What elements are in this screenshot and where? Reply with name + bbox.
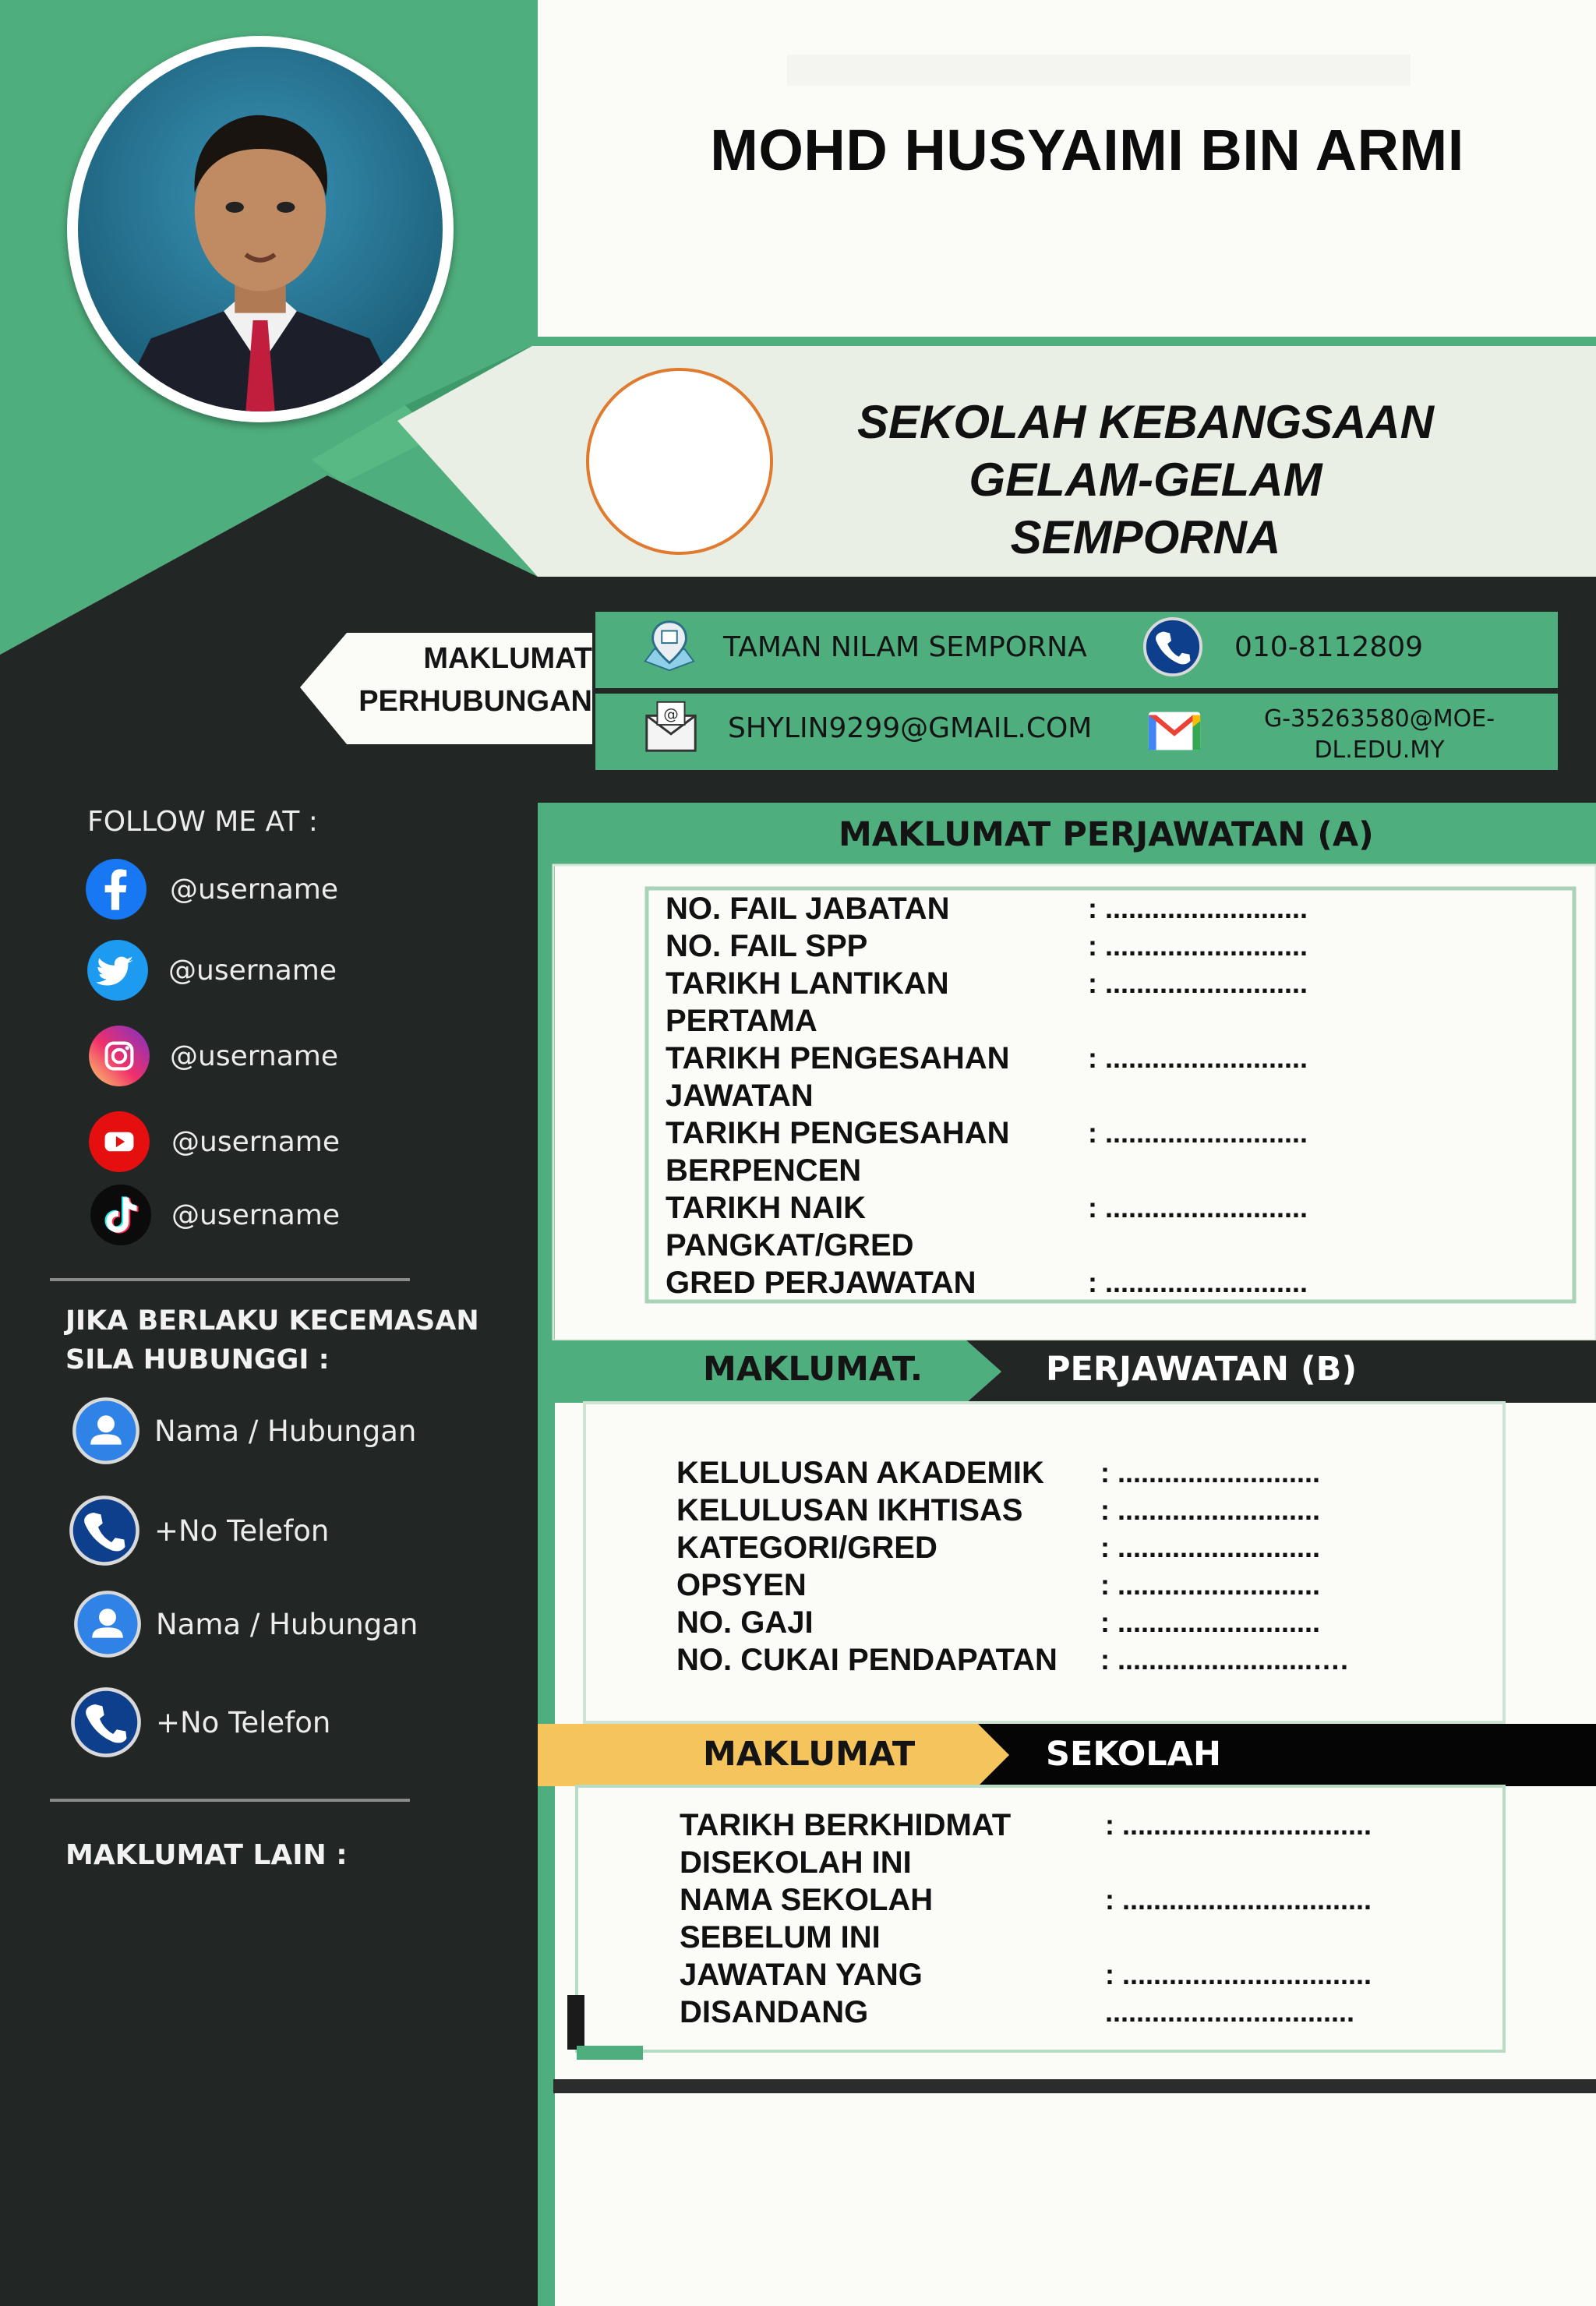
field-label: TARIKH BERKHIDMAT — [680, 1808, 1012, 1842]
field-label: KELULUSAN IKHTISAS — [676, 1493, 1023, 1527]
field-label: TARIKH NAIK — [666, 1191, 867, 1225]
social-facebook[interactable] — [84, 857, 338, 921]
phone-icon — [70, 1686, 142, 1758]
school-name-line: SEKOLAH KEBANGSAAN — [856, 396, 1435, 448]
emergency-contact-name[interactable] — [72, 1397, 416, 1465]
contact-section-label — [312, 637, 592, 723]
field-value-blank[interactable]: : ................................ — [1105, 1809, 1372, 1841]
field-value-blank[interactable]: : .......................... — [1100, 1494, 1321, 1526]
emergency-contact-text: +No Telefon — [154, 1513, 330, 1548]
field-value-blank[interactable]: : .......................... — [1088, 1117, 1308, 1149]
field-value-blank[interactable]: ................................ — [1105, 1996, 1355, 2028]
field-value-blank[interactable]: : ................................ — [1105, 1958, 1372, 1990]
field-label: OPSYEN — [676, 1568, 807, 1602]
field-label: NO. GAJI — [676, 1605, 814, 1640]
profile-photo-image — [78, 47, 443, 411]
field-label: KELULUSAN AKADEMIK — [676, 1456, 1044, 1490]
field-label: PERTAMA — [666, 1004, 817, 1038]
social-handle: @username — [171, 1199, 340, 1231]
emergency-contact-text: Nama / Hubungan — [156, 1607, 418, 1641]
social-tiktok[interactable] — [89, 1183, 340, 1247]
field-value-blank[interactable]: : .......................... — [1088, 892, 1308, 924]
field-label: TARIKH PENGESAHAN — [666, 1041, 1010, 1075]
emergency-contact-text: Nama / Hubungan — [154, 1414, 417, 1448]
phone-number: 010-8112809 — [1234, 631, 1424, 663]
field-value-blank[interactable]: : ................................ — [1105, 1884, 1372, 1916]
emergency-title-line: JIKA BERLAKU KECEMASAN — [65, 1305, 479, 1337]
social-handle: @username — [170, 873, 338, 906]
field-label: JAWATAN — [666, 1079, 814, 1113]
field-value-blank[interactable]: : .......................... — [1100, 1457, 1321, 1488]
emergency-contact-phone[interactable] — [70, 1686, 330, 1758]
section-c-title-left: MAKLUMAT — [703, 1735, 916, 1774]
person-name: MOHD HUSYAIMI BIN ARMI — [710, 118, 1464, 182]
section-b-title-right: PERJAWATAN (B) — [1046, 1350, 1358, 1389]
field-label: SEBELUM INI — [680, 1920, 881, 1955]
sidebar-divider — [50, 1278, 410, 1281]
person-icon — [72, 1397, 140, 1465]
follow-title: FOLLOW ME AT : — [87, 806, 318, 838]
field-label: DISANDANG — [680, 1995, 869, 2029]
field-value-blank[interactable]: : .......................... — [1100, 1606, 1321, 1638]
contact-label-line: PERHUBUNGAN — [358, 685, 592, 718]
emergency-title — [65, 1301, 479, 1379]
facebook-icon — [84, 857, 148, 921]
school-logo-placeholder — [586, 368, 773, 555]
field-label: PANGKAT/GRED — [666, 1228, 914, 1262]
field-value-blank[interactable]: : .......................... — [1088, 1042, 1308, 1074]
address-text: TAMAN NILAM SEMPORNA — [723, 631, 1087, 663]
field-value-blank[interactable]: : .......................... — [1100, 1531, 1321, 1563]
social-instagram[interactable] — [87, 1024, 338, 1088]
field-label: TARIKH PENGESAHAN — [666, 1116, 1010, 1150]
field-label: BERPENCEN — [666, 1153, 862, 1188]
field-label: DISEKOLAH INI — [680, 1845, 912, 1880]
field-label: NO. FAIL SPP — [666, 929, 868, 963]
twitter-icon — [86, 938, 150, 1002]
moe-email-line: DL.EDU.MY — [1314, 736, 1445, 764]
profile-photo — [67, 36, 454, 422]
section-c-title-right: SEKOLAH — [1046, 1735, 1221, 1774]
emergency-contact-text: +No Telefon — [156, 1705, 331, 1739]
mail-icon — [641, 696, 701, 757]
field-label: NAMA SEKOLAH — [680, 1883, 934, 1917]
school-name-line: SEMPORNA — [1010, 511, 1281, 563]
social-handle: @username — [171, 1125, 340, 1158]
moe-email — [1216, 704, 1543, 766]
contact-label-line: MAKLUMAT — [423, 642, 592, 675]
social-twitter[interactable] — [86, 938, 337, 1002]
emergency-contact-phone[interactable] — [69, 1495, 329, 1566]
person-icon — [73, 1590, 142, 1658]
field-label: JAWATAN YANG — [680, 1958, 923, 1992]
section-a-title: MAKLUMAT PERJAWATAN (A) — [839, 815, 1374, 854]
field-value-blank[interactable]: : .......................... — [1088, 967, 1308, 999]
other-info-label: MAKLUMAT LAIN : — [65, 1839, 348, 1871]
moe-email-line: G-35263580@MOE- — [1263, 705, 1495, 733]
svg-text:@: @ — [663, 705, 679, 724]
school-name-line: GELAM-GELAM — [969, 454, 1322, 506]
field-label: TARIKH LANTIKAN — [666, 966, 949, 1001]
field-value-blank[interactable]: : .........................…. — [1100, 1644, 1349, 1676]
instagram-icon — [87, 1024, 151, 1088]
field-value-blank[interactable]: : .......................... — [1100, 1569, 1321, 1601]
youtube-icon — [87, 1110, 151, 1174]
social-youtube[interactable] — [87, 1110, 340, 1174]
school-name — [787, 394, 1504, 567]
phone-icon — [1142, 616, 1203, 677]
field-label: KATEGORI/GRED — [676, 1531, 937, 1565]
location-icon — [639, 616, 700, 676]
field-label: GRED PERJAWATAN — [666, 1266, 976, 1300]
section-b-title-left: MAKLUMAT. — [703, 1350, 923, 1389]
social-handle: @username — [168, 954, 337, 987]
field-label: NO. FAIL JABATAN — [666, 892, 950, 926]
emergency-title-line: SILA HUBUNGGI : — [65, 1344, 330, 1375]
field-value-blank[interactable]: : .......................... — [1088, 1192, 1308, 1224]
gmail-icon — [1144, 700, 1205, 761]
sidebar-divider — [50, 1799, 410, 1802]
email-text: SHYLIN9299@GMAIL.COM — [728, 712, 1093, 744]
field-value-blank[interactable]: : .......................... — [1088, 1266, 1308, 1298]
field-value-blank[interactable]: : .......................... — [1088, 930, 1308, 962]
field-label: NO. CUKAI PENDAPATAN — [676, 1643, 1058, 1677]
phone-icon — [69, 1495, 140, 1566]
tiktok-icon — [89, 1183, 153, 1247]
social-handle: @username — [170, 1040, 338, 1072]
emergency-contact-name[interactable] — [73, 1590, 418, 1658]
